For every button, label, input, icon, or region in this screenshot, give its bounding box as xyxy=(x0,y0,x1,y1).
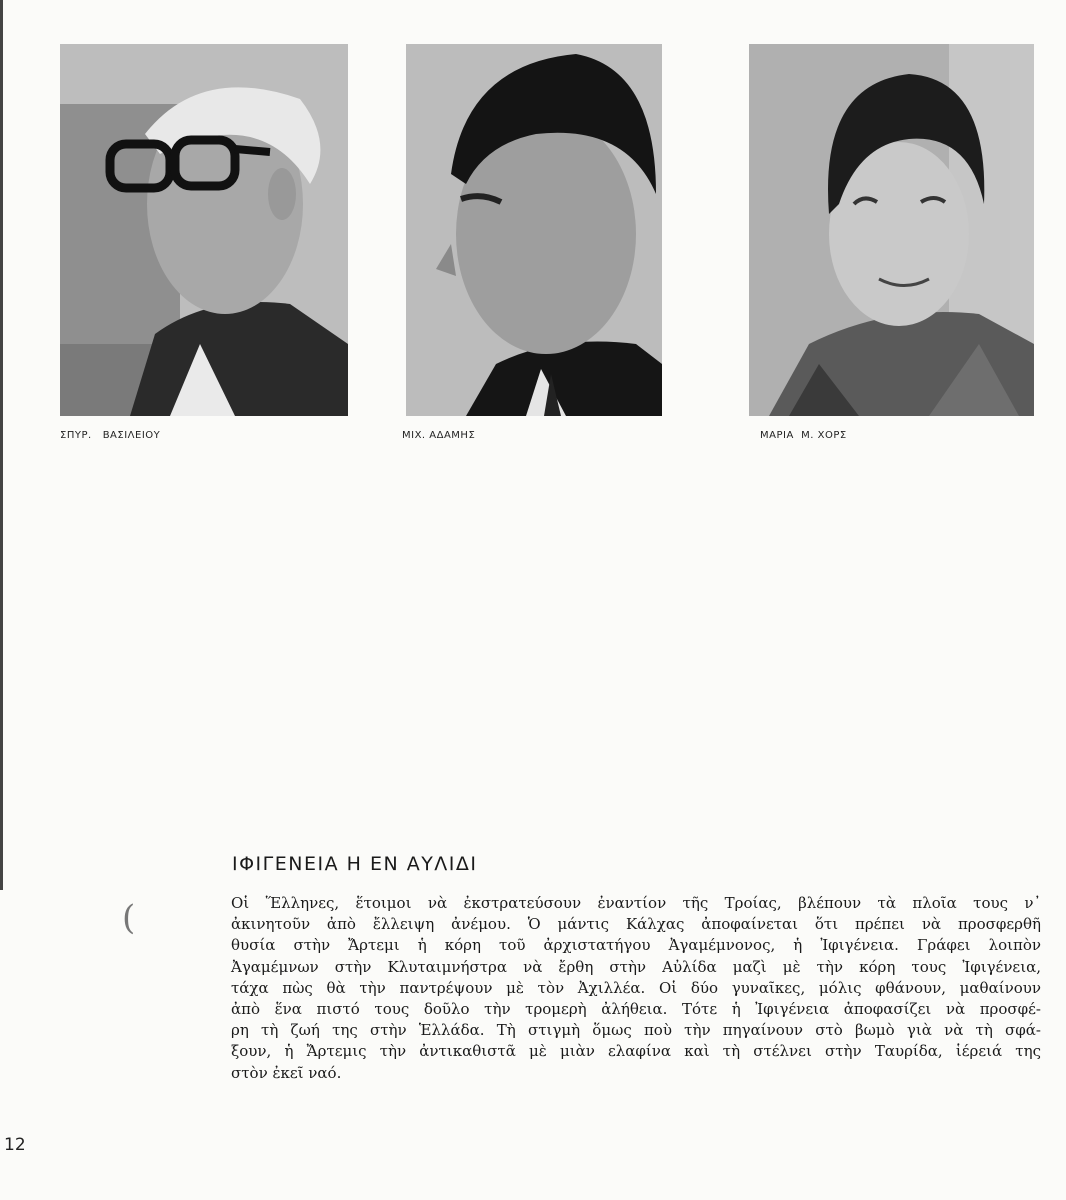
portrait-photo-adamis xyxy=(406,44,662,416)
body-line: θυσία στὴν Ἄρτεμι ἡ κόρη τοῦ ἀρχιστατήγου Ἀγαμέμνονος, ἡ Ἰφιγένεια. Γράφει λοιπὸν xyxy=(231,936,1041,955)
body-line: στὸν ἐκεῖ ναό. xyxy=(231,1063,342,1082)
body-line: Οἱ Ἕλληνες, ἕτοιμοι νὰ ἐκστρατεύσουν ἐναντίον τῆς Τροίας, βλέπουν τὰ πλοῖα τους ν᾽ xyxy=(231,894,1041,912)
body-line: ἀπὸ ἕνα πιστό τους δοῦλο τὴν τρομερὴ ἀλήθεια. Τότε ἡ Ἰφιγένεια ἀποφασίζει νὰ προσφέ- xyxy=(231,1000,1041,1019)
photo-caption: ΜΑΡΙΑ Μ. ΧΟΡΣ xyxy=(760,430,847,441)
body-line: ρη τὴ ζωή της στὴν Ἑλλάδα. Τὴ στιγμὴ ὅμως ποὺ τὴν πηγαίνουν στὸ βωμὸ γιὰ νὰ τὴ σφά- xyxy=(231,1021,1041,1040)
page-number: 12 xyxy=(4,1135,26,1155)
body-line: ἀκινητοῦν ἀπὸ ἔλλειψη ἀνέμου. Ὁ μάντις Κάλχας ἀποφαίνεται ὅτι πρέπει νὰ προσφερθῆ xyxy=(231,915,1041,934)
body-line: ξουν, ἡ Ἄρτεμις τὴν ἀντικαθιστᾶ μὲ μιὰν ελαφίνα καὶ τὴ στέλνει στὴν Ταυρίδα, ἱέρειά της xyxy=(231,1042,1041,1061)
margin-mark: ( xyxy=(122,898,136,938)
portrait-photo-hors xyxy=(749,44,1034,416)
body-line: Ἀγαμέμνων στὴν Κλυταιμνήστρα νὰ ἔρθη στὴν Αὐλίδα μαζὶ μὲ τὴν κόρη τους Ἰφιγένεια, xyxy=(231,957,1041,976)
photo-caption: ΣΠΥΡ. ΒΑΣΙΛΕΙΟΥ xyxy=(60,430,161,441)
article-body xyxy=(231,893,1041,1084)
photo-caption: ΜΙΧ. ΑΔΑΜΗΣ xyxy=(402,430,476,441)
body-line: τάχα πὼς θὰ τὴν παντρέψουν μὲ τὸν Ἀχιλλέα. Οἱ δύο γυναῖκες, μόλις φθάνουν, μαθαίνουν xyxy=(231,978,1041,997)
portrait-photo-vasileiou xyxy=(60,44,348,416)
page-binding-edge xyxy=(0,0,3,890)
article-title: ΙΦΙΓΕΝΕΙΑ Η ΕΝ ΑΥΛΙΔΙ xyxy=(232,853,478,875)
